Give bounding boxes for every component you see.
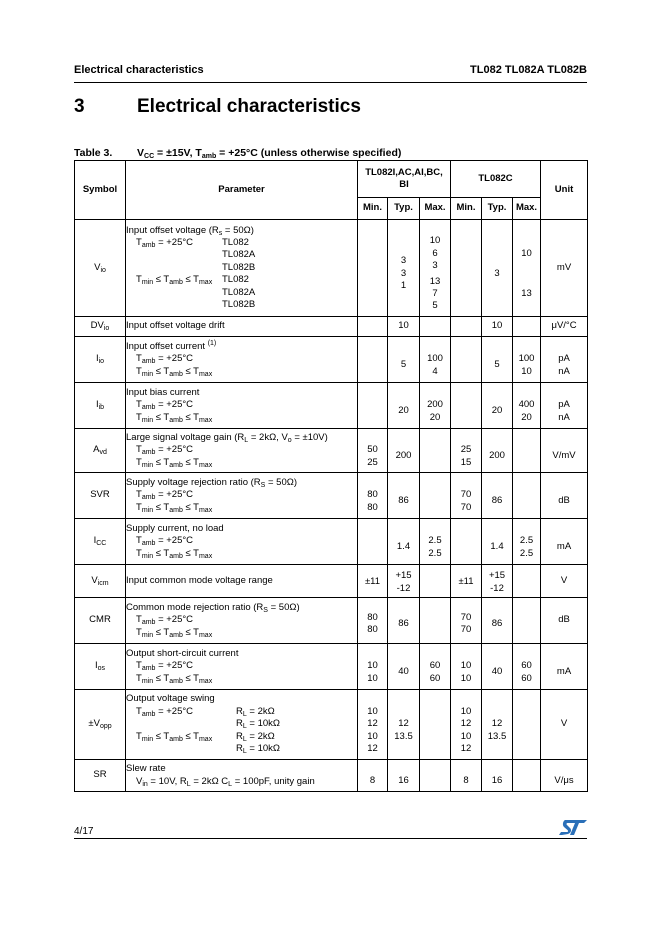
- min-cell: 50 25: [358, 429, 388, 473]
- col-typ: Typ.: [388, 198, 420, 220]
- col-typ: Typ.: [482, 198, 513, 220]
- header-row: [75, 161, 588, 198]
- typ-cell: 40: [388, 644, 420, 690]
- symbol-cell: $\pm V_{opp}$: [75, 690, 126, 760]
- min-cell: 10 12 10 12: [358, 690, 388, 760]
- parameter-cell: Common mode rejection ratio $(R_S = 50\Omega)$ $T_{amb} = +25^\circ C$ $T_{min} \le T_{amb} \le T_{max}$: [126, 598, 358, 644]
- col-max: Max.: [513, 198, 541, 220]
- section-title: Electrical characteristics: [137, 96, 361, 117]
- col-unit: Unit: [541, 161, 588, 220]
- col-min: Min.: [451, 198, 482, 220]
- table-row: [75, 317, 588, 337]
- max-cell: 60 60: [420, 644, 451, 690]
- table-label: Table 3.: [74, 147, 113, 159]
- max-cell: 10 6 3 13 7 5: [420, 220, 451, 317]
- typ-cell: 20: [482, 383, 513, 429]
- min-cell: 70 70: [451, 598, 482, 644]
- unit-cell: mV: [541, 220, 588, 317]
- min-cell: 80 80: [358, 598, 388, 644]
- table-row: [75, 598, 588, 644]
- col-group1: TL082I,AC,AI,BC, BI: [358, 161, 451, 198]
- typ-cell: 86: [388, 598, 420, 644]
- col-group2: TL082C: [451, 161, 541, 198]
- parameter-cell: Supply voltage rejection ratio $(R_S = 50\Omega)$ $T_{amb} = +25^\circ C$ $T_{min} \le T_{amb} \le T_{max}$: [126, 473, 358, 519]
- symbol-cell: SR: [75, 760, 126, 792]
- parameter-cell: Input common mode voltage range: [126, 565, 358, 598]
- parameter-cell: Slew rate $V_{in} = 10V$, $R_L = 2k\Omega$ $C_L = 100pF$, unity gain: [126, 760, 358, 792]
- typ-cell: 40: [482, 644, 513, 690]
- typ-cell: 12 13.5: [388, 690, 420, 760]
- symbol-cell: $A_{vd}$: [75, 429, 126, 473]
- table-row: [75, 383, 588, 429]
- running-header-title: Electrical characteristics: [74, 64, 204, 76]
- unit-cell: V/mV: [541, 429, 588, 473]
- unit-cell: μV/°C: [541, 317, 588, 337]
- unit-cell: V: [541, 565, 588, 598]
- typ-cell: 10: [388, 317, 420, 337]
- min-cell: 10 12 10 12: [451, 690, 482, 760]
- table-row: [75, 429, 588, 473]
- symbol-cell: $I_{CC}$: [75, 519, 126, 565]
- parameter-cell: Large signal voltage gain ($R_L = 2k\Omega$, $V_o = \pm 10V$) $T_{amb} = +25^\circ C$ $T_{min} \le T_{amb} \le T_{max}$: [126, 429, 358, 473]
- typ-cell: 86: [482, 598, 513, 644]
- max-cell: 100 10: [513, 337, 541, 383]
- symbol-cell: SVR: [75, 473, 126, 519]
- symbol-cell: $I_{io}$: [75, 337, 126, 383]
- min-cell: 10 10: [358, 644, 388, 690]
- running-header-product: TL082 TL082A TL082B: [470, 64, 587, 76]
- page-number: 4/17: [74, 826, 94, 837]
- table-row: [75, 565, 588, 598]
- table-row: [75, 473, 588, 519]
- unit-cell: mA: [541, 519, 588, 565]
- min-cell: ±11: [451, 565, 482, 598]
- parameter-cell: Output voltage swing $T_{amb} = +25^\circ C$ $R_L = 2k\Omega$ $R_L = 10k\Omega$ $T_{min} \le T_{amb} \le T_{max}$ $R_L = 2k\Omega$ $R_L = 10k\Omega$: [126, 690, 358, 760]
- parameter-cell: Output short-circuit current $T_{amb} = +25^\circ C$ $T_{min} \le T_{amb} \le T_{max}$: [126, 644, 358, 690]
- table-row: [75, 644, 588, 690]
- typ-cell: 5: [482, 337, 513, 383]
- table-caption: $V_{CC} = \pm 15V$, $T_{amb} = +25^\circ C$ (unless otherwise specified): [137, 147, 402, 160]
- symbol-cell: CMR: [75, 598, 126, 644]
- unit-cell: pA nA: [541, 383, 588, 429]
- max-cell: 10 13: [513, 220, 541, 317]
- typ-cell: 200: [482, 429, 513, 473]
- symbol-cell: $V_{icm}$: [75, 565, 126, 598]
- symbol-cell: $DV_{io}$: [75, 317, 126, 337]
- max-cell: 400 20: [513, 383, 541, 429]
- typ-cell: 10: [482, 317, 513, 337]
- min-cell: 8: [358, 760, 388, 792]
- unit-cell: dB: [541, 473, 588, 519]
- electrical-characteristics-table: [74, 160, 588, 792]
- min-cell: 8: [451, 760, 482, 792]
- parameter-cell: Input offset voltage $(R_s = 50\Omega)$ $T_{amb} = +25^\circ C$ TL082 TL082A TL082B $T_{min} \le T_{amb} \le T_{max}$ TL082 TL082A TL082B: [126, 220, 358, 317]
- parameter-cell: Input offset current $^{(1)}$ $T_{amb} = +25^\circ C$ $T_{min} \le T_{amb} \le T_{max}$: [126, 337, 358, 383]
- typ-cell: +15 -12: [482, 565, 513, 598]
- unit-cell: V/μs: [541, 760, 588, 792]
- typ-cell: 200: [388, 429, 420, 473]
- max-cell: 200 20: [420, 383, 451, 429]
- typ-cell: 86: [388, 473, 420, 519]
- typ-cell: 16: [388, 760, 420, 792]
- typ-cell: 1.4: [388, 519, 420, 565]
- min-cell: ±11: [358, 565, 388, 598]
- table-row: [75, 760, 588, 792]
- max-cell: 100 4: [420, 337, 451, 383]
- section-number: 3: [74, 96, 85, 117]
- typ-cell: 20: [388, 383, 420, 429]
- footer-rule: [74, 838, 587, 839]
- typ-cell: 3: [482, 220, 513, 317]
- parameter-cell: Input offset voltage drift: [126, 317, 358, 337]
- symbol-cell: $V_{io}$: [75, 220, 126, 317]
- col-min: Min.: [358, 198, 388, 220]
- table-row: [75, 690, 588, 760]
- parameter-cell: Supply current, no load $T_{amb} = +25^\circ C$ $T_{min} \le T_{amb} \le T_{max}$: [126, 519, 358, 565]
- min-cell: 25 15: [451, 429, 482, 473]
- unit-cell: dB: [541, 598, 588, 644]
- col-symbol: Symbol: [75, 161, 126, 220]
- typ-cell: 12 13.5: [482, 690, 513, 760]
- table-row: [75, 220, 588, 317]
- table-row: [75, 519, 588, 565]
- typ-cell: 1.4: [482, 519, 513, 565]
- min-cell: 10 10: [451, 644, 482, 690]
- symbol-cell: $I_{os}$: [75, 644, 126, 690]
- parameter-cell: Input bias current $T_{amb} = +25^\circ C$ $T_{min} \le T_{amb} \le T_{max}$: [126, 383, 358, 429]
- unit-cell: V: [541, 690, 588, 760]
- table-row: [75, 337, 588, 383]
- unit-cell: mA: [541, 644, 588, 690]
- unit-cell: pA nA: [541, 337, 588, 383]
- max-cell: 2.5 2.5: [420, 519, 451, 565]
- min-cell: 70 70: [451, 473, 482, 519]
- typ-cell: +15 -12: [388, 565, 420, 598]
- symbol-cell: $I_{ib}$: [75, 383, 126, 429]
- col-parameter: Parameter: [126, 161, 358, 220]
- typ-cell: 5: [388, 337, 420, 383]
- col-max: Max.: [420, 198, 451, 220]
- min-cell: 80 80: [358, 473, 388, 519]
- st-logo-icon: [559, 820, 587, 840]
- typ-cell: 86: [482, 473, 513, 519]
- header-rule: [74, 82, 587, 83]
- max-cell: 2.5 2.5: [513, 519, 541, 565]
- max-cell: 60 60: [513, 644, 541, 690]
- typ-cell: 16: [482, 760, 513, 792]
- typ-cell: 3 3 1: [388, 220, 420, 317]
